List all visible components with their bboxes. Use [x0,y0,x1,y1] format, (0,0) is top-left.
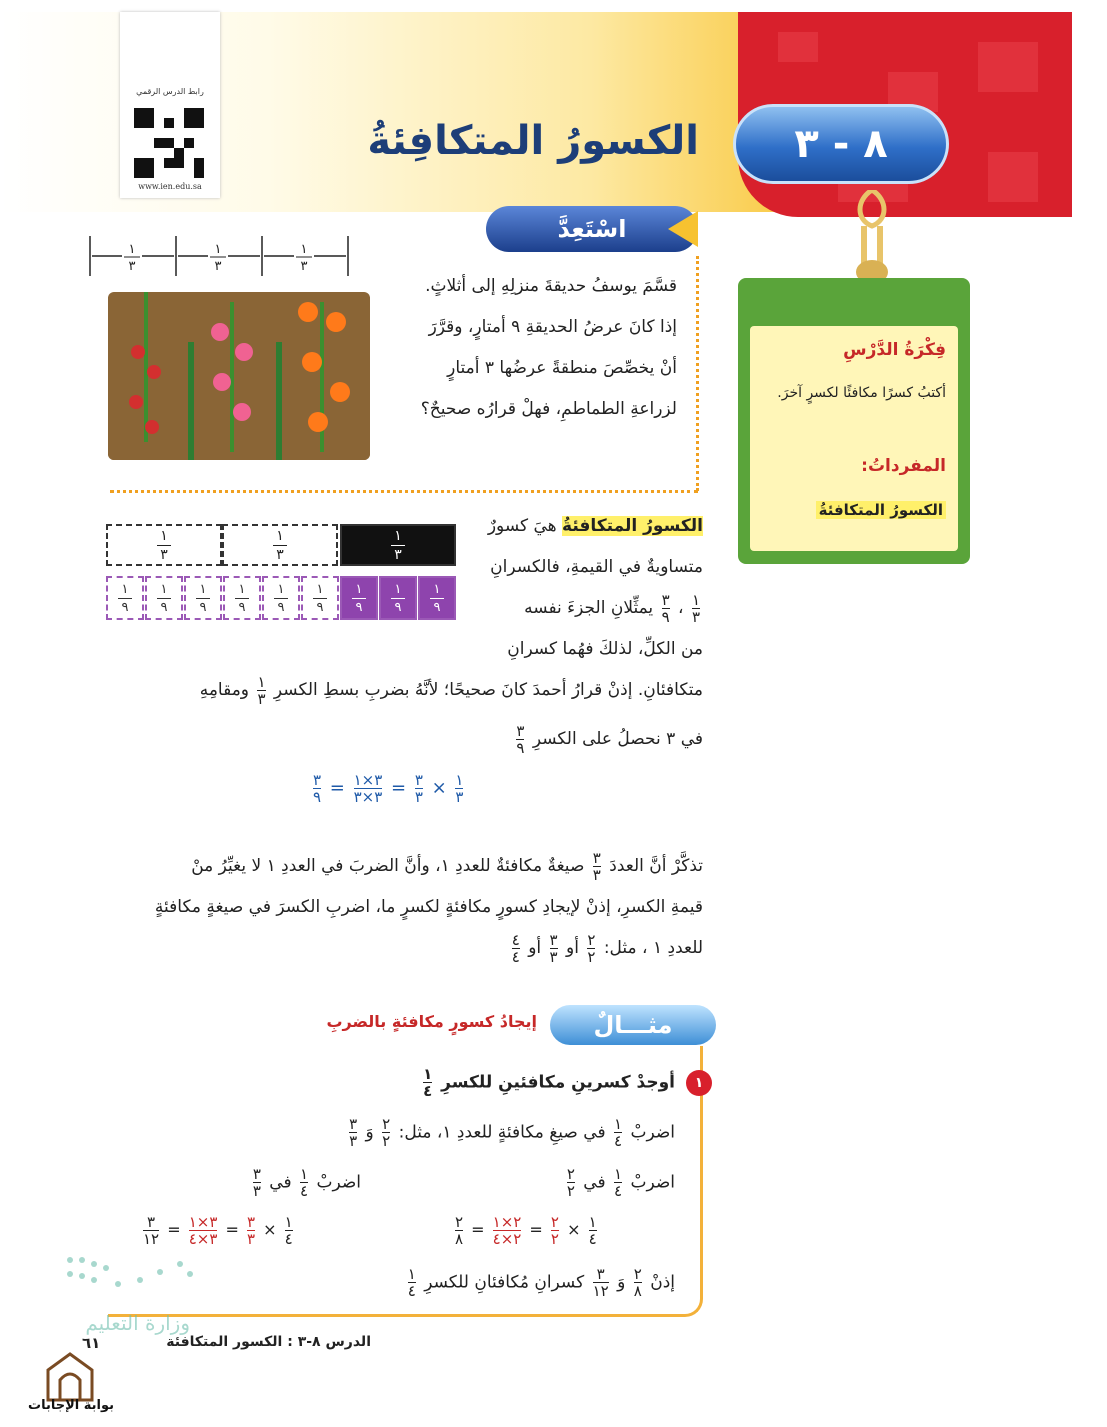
example-step-multiply-2: اضربْ ١ ٤ في ٢ ٢ [566,1165,675,1200]
ninth-bar-cell: ١ ٩ [223,576,261,620]
example-equation-3: ٣ ١٢ = ٣×١ ٣×٤ = ٣ ٣ × ١ ٤ [143,1213,293,1248]
example-conclusion: إذنْ ٢ ٨ وَ ٣ ١٢ كسرانِ مُكافئانِ للكسرِ ١ ٤ [407,1265,675,1300]
lesson-idea-inner [750,326,958,551]
portal-label: بوابة الإجابات [28,1398,114,1413]
footer-lesson-ref: الدرس ٨-٣ : الكسور المتكافئة [166,1334,371,1350]
ninth-bar-cell: ١ ٩ [184,576,222,620]
third-bar-cell: ١ ٣ [106,524,222,566]
third-bar-cell: ١ ٣ [222,524,338,566]
svg-text:وزارة التعليم: وزارة التعليم [85,1311,190,1335]
ninth-bar-cell: ١ ٩ [262,576,300,620]
vocab-heading: المفرداتُ: [861,456,946,476]
vocab-term: الكسورُ المتكافئةُ [816,501,946,519]
get-ready-line: إذا كانَ عرضُ الحديقةِ ٩ أمتارٍ، وقرَّرَ [428,317,677,337]
definition-paragraph-cont: متكافئانِ. إذنْ قرارُ أحمدَ كانَ صحيحًا؛ لأنَّهُ بضربِ بسطِ الكسرِ ١ ٣ ومقامِهِ في ٣ نحصلُ على الكسرِ ٣ ٩ [199,672,703,757]
definition-line: في ٣ نحصلُ على الكسرِ [532,729,703,749]
qr-card[interactable] [120,12,220,198]
idea-text: أكتبُ كسرًا مكافئًا لكسرٍ آخرَ. [777,385,946,401]
example-title: إيجادُ كسورٍ مكافئةٍ بالضربِ [326,1012,537,1031]
idea-heading: فِكْرَةُ الدَّرْسِ [843,340,946,360]
garden-illustration [108,292,370,460]
dotted-divider [696,256,699,491]
definition-line: هيَ كسورٌ [487,516,557,536]
example-step-multiply-3: اضربْ ١ ٤ في ٣ ٣ [252,1165,361,1200]
dotted-divider [110,490,698,493]
lesson-idea-card [738,278,970,564]
ninth-bar-cell-shaded: ١ ٩ [379,576,417,620]
ruler-thirds [86,232,352,282]
example-number-badge: ١ [686,1070,712,1096]
example-equation-2: ٢ ٨ = ٢×١ ٢×٤ = ٢ ٢ × ١ ٤ [455,1213,597,1248]
ruler-num: ١ [128,242,136,257]
definition-line: متكافئانِ. إذنْ قرارُ أحمدَ كانَ صحيحًا؛ لأنَّهُ بضربِ بسطِ الكسرِ [273,680,703,700]
remember-line: تذكَّرْ أنَّ العددَ [609,856,703,876]
ruler-num: ١ [214,242,222,257]
remember-line: للعددِ ١ ، مثل: [603,938,703,958]
ruler-num: ١ [300,242,308,257]
third-bar-cell-shaded: ١ ٣ [340,524,456,566]
page-title: الكسورُ المتكافِئةُ [367,118,699,164]
example-label: مثـــالٌ [550,1005,716,1045]
equation-thirds-to-ninths: ٣ ٩ = ٣×١ ٣×٣ = ٣ ٣ × ١ ٣ [313,771,464,806]
example-question: أوجدْ كسرينِ مكافئينِ للكسرِ ١ ٤ [423,1065,675,1100]
remember-line: قيمةِ الكسرِ، إذنْ لإيجادِ كسورٍ مكافئةٍ لكسرٍ ما، اضربِ الكسرَ في صيغةٍ مكافئةٍ [154,897,703,917]
ruler-den: ٣ [214,259,222,274]
example-step1: اضربْ ١ ٤ في صيغِ مكافئةٍ للعددِ ١، مثل: ٢ ٢ وَ ٣ ٣ [349,1115,675,1150]
remember-paragraph: تذكَّرْ أنَّ العددَ ٣ ٣ صيغةٌ مكافئةٌ للعددِ ١، وأنَّ الضربَ في العددِ ١ لا يغيِّرُ منْ قيمةِ الكسرِ، إذنْ لإيجادِ كسورٍ مكافئةٍ لكسرٍ ما، اضربِ الكسرَ في صيغةٍ مكافئةٍ للعددِ ١ ، مثل: ٢ ٢ أو ٣ ٣ أو ٤ ٤ [103,846,703,969]
page-number: ٦١ [82,1334,101,1352]
arrow-icon [668,211,698,247]
get-ready-line: أنْ يخصِّصَ منطقةً عرضُها ٣ أمتارٍ [447,358,677,378]
ninth-bar-cell-shaded: ١ ٩ [340,576,378,620]
definition-line: ومقامِهِ [199,680,250,700]
definition-line: من الكلِّ، لذلكَ فهُما كسرانِ [507,639,703,659]
get-ready-text [377,266,677,430]
ninth-bar-cell: ١ ٩ [106,576,144,620]
ninth-bar-cell: ١ ٩ [301,576,339,620]
ruler-den: ٣ [128,259,136,274]
qr-code-icon [134,108,204,178]
get-ready-line: لزراعةِ الطماطمِ، فهلْ قرارُه صحيحٌ؟ [420,399,677,419]
qr-caption: رابط الدرس الرقمي [136,87,204,96]
qr-url: www.ien.edu.sa [138,182,202,191]
ninth-bar-cell-shaded: ١ ٩ [418,576,456,620]
get-ready-line: قسَّمَ يوسفُ حديقةَ منزلِهِ إلى أثلاثٍ. [425,276,677,296]
remember-line: صيغةٌ مكافئةٌ للعددِ ١، وأنَّ الضربَ في العددِ ١ لا يغيِّرُ منْ [191,856,585,876]
ninth-bar-cell: ١ ٩ [145,576,183,620]
definition-line: متساويةٌ في القيمةِ، فالكسرانِ [490,557,703,577]
lesson-number-badge: ٨ - ٣ [733,104,949,184]
get-ready-label: اسْتَعِدَّ [486,206,698,252]
definition-line: يمثِّلانِ الجزءَ نفسه [524,598,654,618]
ruler-den: ٣ [300,259,308,274]
definition-term: الكسورُ المتكافئةُ [562,516,703,536]
definition-paragraph: الكسورُ المتكافئةُ هيَ كسورٌ متساويةٌ في القيمةِ، فالكسرانِ ١ ٣ ، ٣ ٩ يمثِّلانِ الجزءَ نفسه من الكلِّ، لذلكَ فهُما كسرانِ [473,506,703,670]
